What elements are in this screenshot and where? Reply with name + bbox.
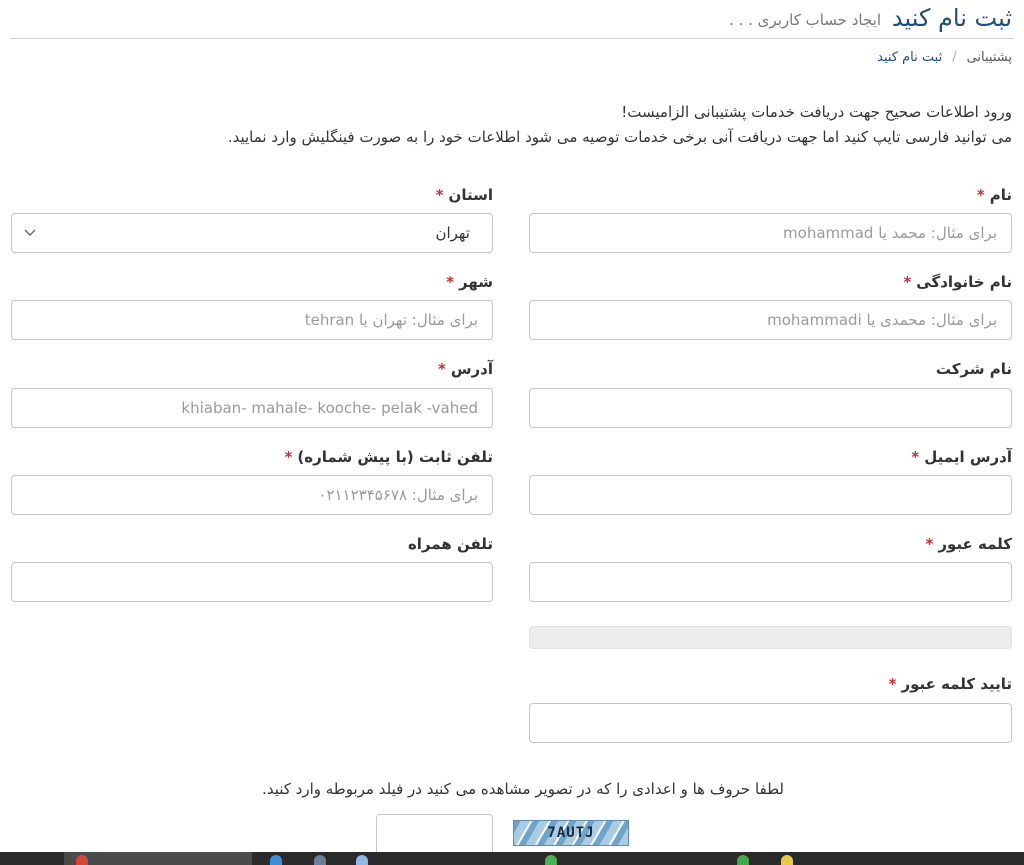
intro-line-2: می توانید فارسی تایپ کنید اما جهت دریافت آنی برخی خدمات توصیه می شود اطلاعات خود را به صورت فینگلیش وارد نمایید. <box>227 128 1012 146</box>
city-input[interactable] <box>11 300 493 340</box>
breadcrumb-home-link[interactable]: پشتیبانی <box>966 50 1012 65</box>
email-label: آدرس ایمیل* <box>911 448 1012 466</box>
app-icon[interactable] <box>737 855 749 865</box>
page-title: ثبت نام کنید <box>891 4 1012 32</box>
phone-input[interactable] <box>11 475 493 515</box>
confirm-password-input[interactable] <box>529 703 1012 743</box>
email-input[interactable] <box>529 475 1012 515</box>
app-icon[interactable] <box>270 855 282 865</box>
taskbar-active-window[interactable] <box>64 852 252 865</box>
required-marker: * <box>446 273 455 291</box>
province-label: استان* <box>435 186 493 204</box>
required-marker: * <box>925 535 934 553</box>
province-selected-value: تهران <box>435 224 470 242</box>
first-name-label: نام* <box>976 186 1012 204</box>
password-label: کلمه عبور* <box>925 535 1012 553</box>
last-name-label: نام خانوادگی* <box>903 273 1012 291</box>
chevron-down-icon <box>24 226 36 241</box>
province-select[interactable] <box>11 213 493 253</box>
breadcrumb <box>877 50 1012 65</box>
browser-icon[interactable] <box>76 855 88 865</box>
required-marker: * <box>437 360 446 378</box>
mobile-input[interactable] <box>11 562 493 602</box>
city-label: شهر* <box>446 273 493 291</box>
app-icon[interactable] <box>314 855 326 865</box>
required-marker: * <box>435 186 444 204</box>
intro-line-1: ورود اطلاعات صحیح جهت دریافت خدمات پشتیبانی الزامیست! <box>621 103 1012 121</box>
taskbar <box>0 852 1024 865</box>
company-input[interactable] <box>529 388 1012 428</box>
first-name-input[interactable] <box>529 213 1012 253</box>
password-strength-meter <box>529 626 1012 649</box>
captcha-image <box>513 820 629 846</box>
header-divider <box>10 38 1014 39</box>
address-input[interactable] <box>11 388 493 428</box>
breadcrumb-separator: / <box>952 50 957 65</box>
required-marker: * <box>976 186 985 204</box>
password-input[interactable] <box>529 562 1012 602</box>
address-label: آدرس* <box>437 360 493 378</box>
confirm-password-label: تایید کلمه عبور* <box>888 675 1012 693</box>
breadcrumb-current: ثبت نام کنید <box>877 50 943 65</box>
required-marker: * <box>911 448 920 466</box>
required-marker: * <box>903 273 912 291</box>
phone-label: تلفن ثابت (با پیش شماره)* <box>284 448 493 466</box>
captcha-instruction: لطفا حروف ها و اعدادی را که در تصویر مشاهده می کنید در فیلد مربوطه وارد کنید. <box>262 780 784 798</box>
page-subtitle: ایجاد حساب کاربری . . . <box>729 11 881 29</box>
required-marker: * <box>284 448 293 466</box>
mobile-label: تلفن همراه <box>407 535 493 553</box>
required-marker: * <box>888 675 897 693</box>
app-icon[interactable] <box>545 855 557 865</box>
intro-text <box>172 100 1012 150</box>
captcha-code: 7AUTJ <box>547 825 595 841</box>
app-icon[interactable] <box>781 855 793 865</box>
company-label: نام شرکت <box>935 360 1012 378</box>
app-icon[interactable] <box>356 855 368 865</box>
last-name-input[interactable] <box>529 300 1012 340</box>
